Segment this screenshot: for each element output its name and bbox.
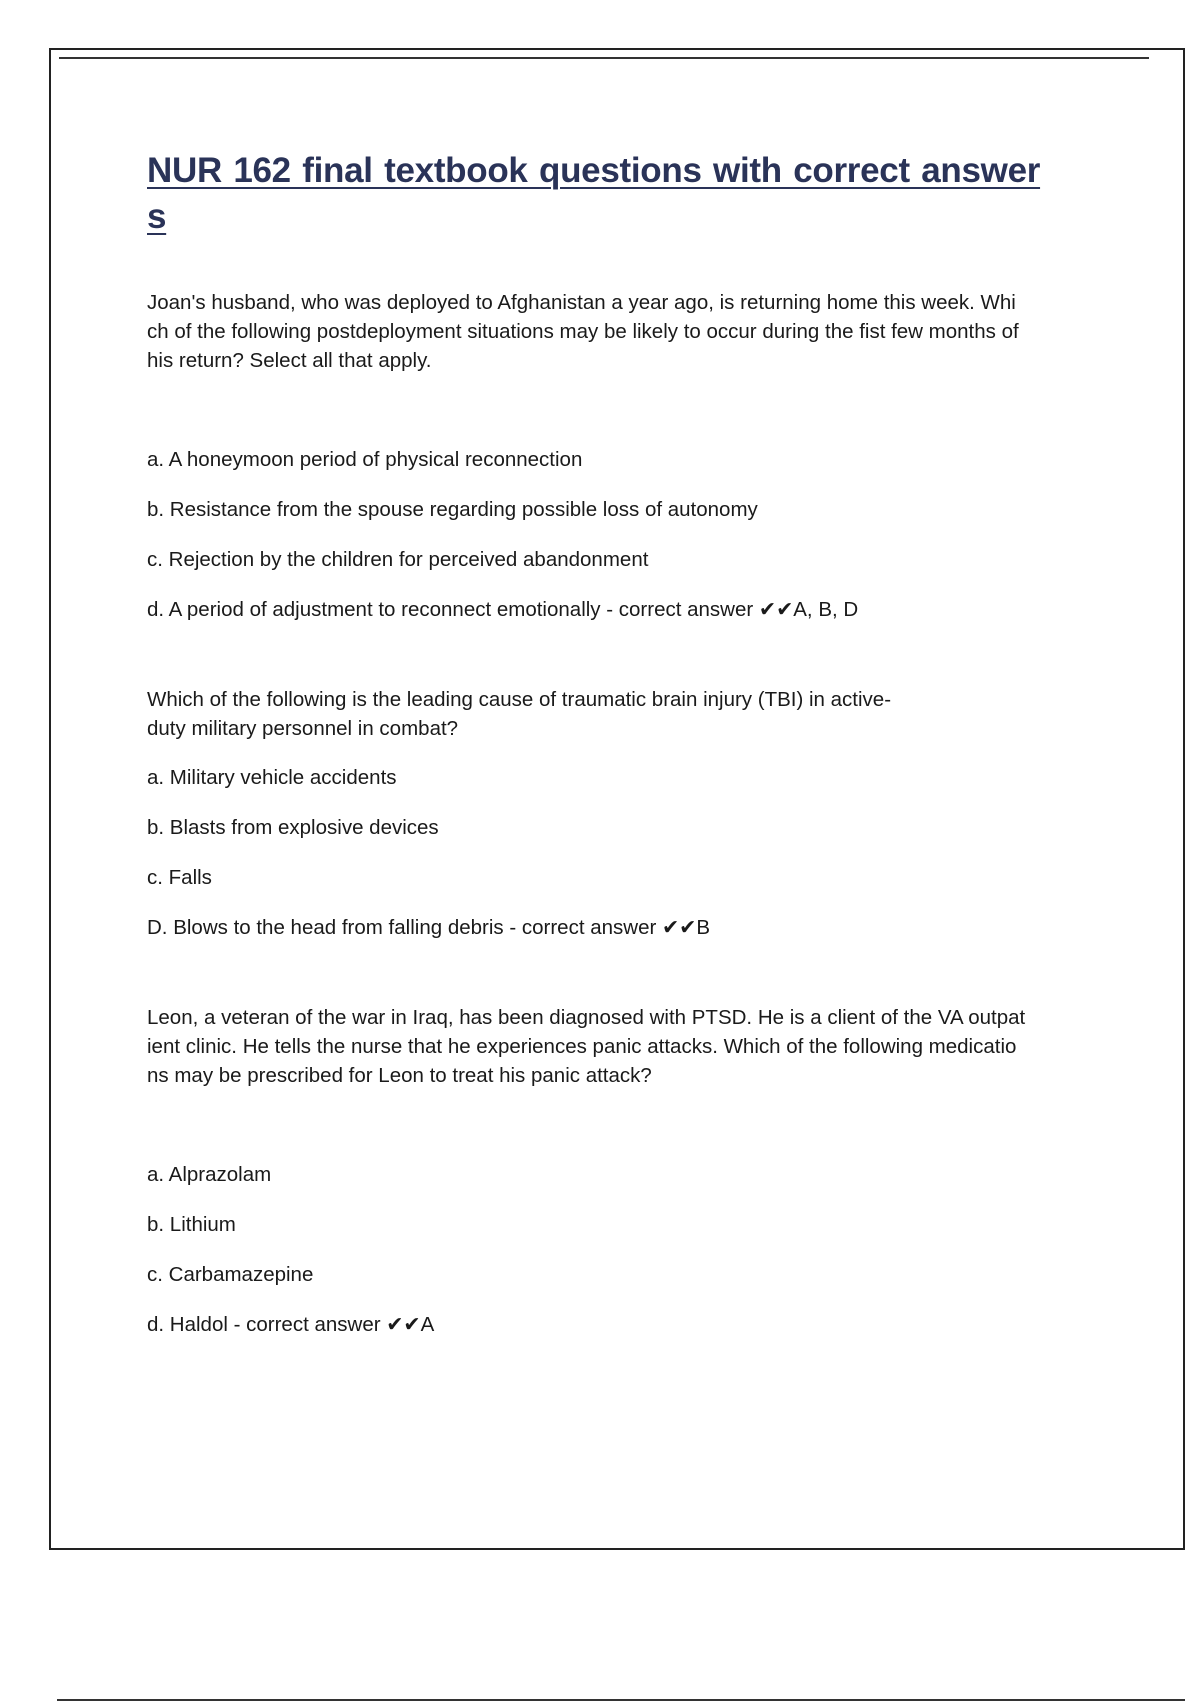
answer-option: a. Military vehicle accidents [147,766,397,789]
question-text: Which of the following is the leading cause of traumatic brain injury (TBI) in active- duty military personnel in combat? [147,688,892,740]
question-text: Leon, a veteran of the war in Iraq, has been diagnosed with PTSD. He is a client of the VA outpat ient clinic. He tells the nurse that he experiences panic attacks. Which of the following medicatio ns may be prescribed for Leon to treat his panic attack? [147,1006,1026,1087]
question-block [147,685,1132,942]
answer-option-with-correct-answer: d. Haldol - correct answer ✔✔A [147,1313,435,1336]
answer-option: c. Carbamazepine [147,1263,314,1286]
answer-option-with-correct-answer: d. A period of adjustment to reconnect emotionally - correct answer ✔✔A, B, D [147,598,859,621]
answer-option: b. Lithium [147,1213,236,1236]
answer-option: b. Resistance from the spouse regarding possible loss of autonomy [147,498,758,521]
page-frame [49,48,1185,1550]
question-block [147,1003,1132,1339]
answer-option: a. Alprazolam [147,1163,272,1186]
answer-option: c. Falls [147,866,212,889]
answer-option: a. A honeymoon period of physical reconnection [147,448,583,471]
page-content [147,148,1132,1360]
answer-option: c. Rejection by the children for perceived abandonment [147,548,649,571]
answer-options [147,1160,1132,1339]
answer-option-with-correct-answer: D. Blows to the head from falling debris - correct answer ✔✔B [147,916,711,939]
answer-options [147,763,1132,942]
document-title: NUR 162 final textbook questions with correct answer s [147,151,1041,236]
answer-option: b. Blasts from explosive devices [147,816,439,839]
question-block [147,288,1132,624]
answer-options [147,445,1132,624]
question-text: Joan's husband, who was deployed to Afghanistan a year ago, is returning home this week. Whi ch of the following postdeployment situations may be likely to occur during the fist few months of his return? Select all that apply. [147,291,1019,372]
top-rule [59,57,1149,59]
